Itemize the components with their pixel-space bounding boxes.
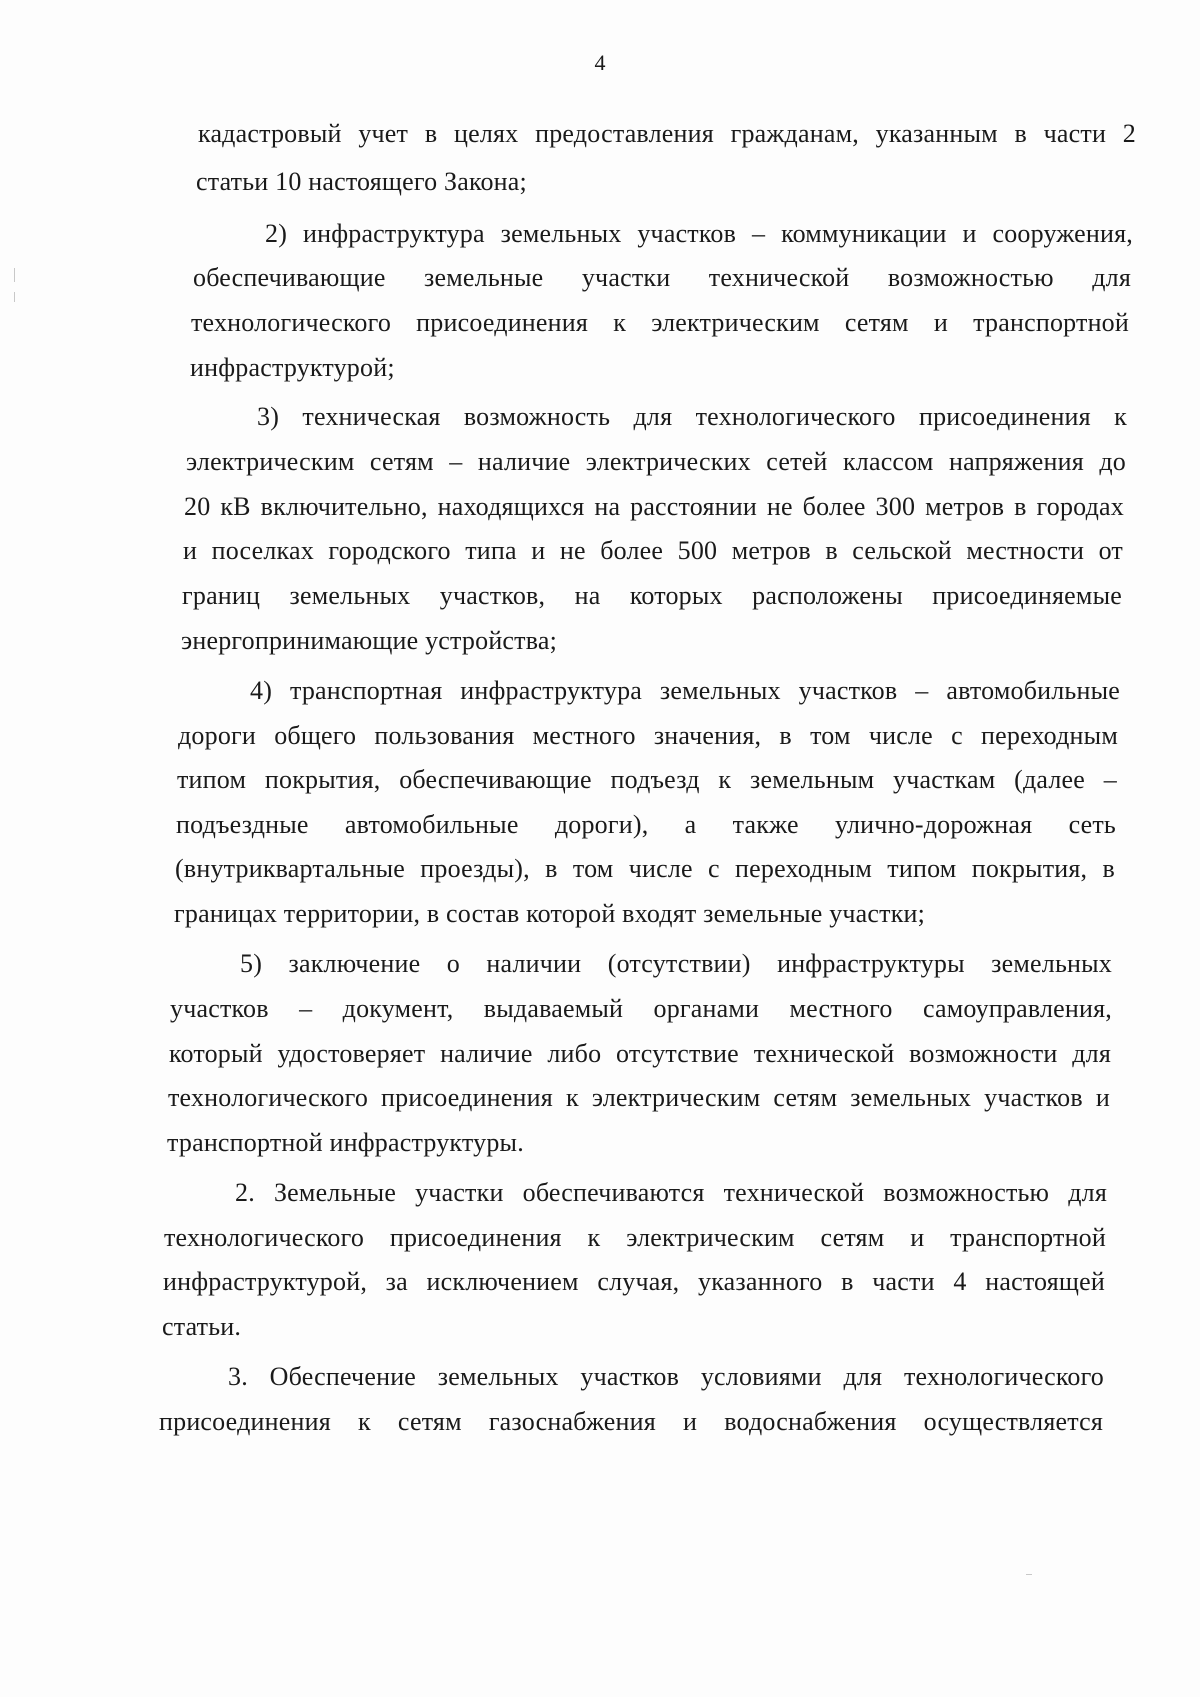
text-line: 5) заключение о наличии (отсутствии) инфраструктуры земельных [240, 949, 1112, 978]
text-line: 4) транспортная инфраструктура земельных участков – автомобильные [250, 676, 1120, 705]
text-line: транспортной инфраструктуры. [167, 1128, 524, 1157]
text-line: статьи. [162, 1312, 242, 1341]
text-line: технологического присоединения к электрическим сетям и транспортной [191, 308, 1129, 337]
text-line: (внутриквартальные проезды), в том числе с переходным типом покрытия, в [175, 854, 1115, 883]
text-line: инфраструктурой; [190, 353, 395, 382]
text-line: электрическим сетям – наличие электрических сетей классом напряжения до [186, 447, 1126, 476]
text-line: подъездные автомобильные дороги), а также улично-дорожная сеть [176, 810, 1116, 839]
scan-mark [14, 292, 15, 302]
text-line: и поселках городского типа и не более 500 метров в сельской местности от [183, 536, 1123, 565]
scan-mark [1026, 1574, 1032, 1575]
text-line: энергопринимающие устройства; [181, 626, 558, 655]
text-line: типом покрытия, обеспечивающие подъезд к земельным участкам (далее – [177, 765, 1117, 794]
text-line: технологического присоединения к электрическим сетям земельных участков и [168, 1083, 1110, 1112]
text-line: 3) техническая возможность для технологического присоединения к [257, 402, 1127, 431]
text-line: участков – документ, выдаваемый органами местного самоуправления, [170, 994, 1112, 1023]
text-line: технологического присоединения к электрическим сетям и транспортной [164, 1223, 1106, 1252]
scan-mark [14, 268, 15, 282]
text-line: статьи 10 настоящего Закона; [196, 167, 527, 196]
page-number: 4 [594, 50, 606, 75]
text-line: который удостоверяет наличие либо отсутствие технической возможности для [169, 1039, 1111, 1068]
text-line: 2) инфраструктура земельных участков – коммуникации и сооружения, [265, 219, 1133, 248]
text-line: дороги общего пользования местного значения, в том числе с переходным [178, 721, 1118, 750]
text-line: границ земельных участков, на которых расположены присоединяемые [182, 581, 1122, 610]
text-line: границах территории, в состав которой входят земельные участки; [174, 899, 926, 928]
text-line: инфраструктурой, за исключением случая, указанного в части 4 настоящей [163, 1267, 1105, 1296]
text-line: 20 кВ включительно, находящихся на расстоянии не более 300 метров в городах [184, 492, 1124, 521]
text-line: 3. Обеспечение земельных участков условиями для технологического [228, 1362, 1104, 1391]
text-line: 2. Земельные участки обеспечиваются технической возможностью для [235, 1178, 1107, 1207]
text-line: присоединения к сетям газоснабжения и водоснабжения осуществляется [159, 1407, 1103, 1436]
text-line: кадастровый учет в целях предоставления гражданам, указанным в части 2 [198, 119, 1136, 148]
text-line: обеспечивающие земельные участки технической возможностью для [193, 263, 1131, 292]
